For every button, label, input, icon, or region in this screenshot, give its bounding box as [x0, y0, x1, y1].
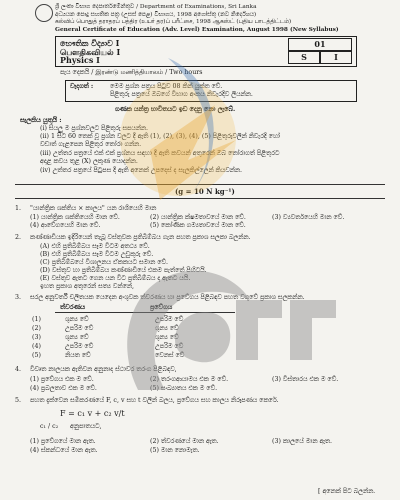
q2-line-d: (D) වස්තුව හා ප්‍රතිබිම්බය කණ්ණාඩියේ එකම පැත්තේ පිහිටයි.: [40, 267, 207, 274]
subject-english: Physics I: [60, 55, 100, 65]
q5-fraction: c₁ / c₂: [40, 423, 59, 430]
q3-number: 3.: [15, 294, 22, 301]
q1-number: 1.: [15, 205, 22, 212]
notice-label: වැදගත් :: [70, 83, 94, 90]
q1-option-4: (4) ආවේගයෙහි මාන වේ.: [30, 222, 101, 229]
gravity-constant: (g = 10 N kg⁻¹): [175, 187, 235, 196]
q3-row-3-a: ශුන්‍ය වේ: [65, 334, 89, 341]
calculator-note: ගණක යන්ත්‍ර භාවිතයට ඉඩ දෙනු නො ලැබේ.: [115, 106, 236, 113]
divider-top: [15, 184, 385, 185]
q2-text: කණ්ණාඩියක ඉදිරියෙන් තැබූ වස්තුවක ප්‍රතිබිම්බය ගැන පහත ප්‍රකාශ සලකා බලන්න.: [30, 234, 251, 241]
q5-option-2: (2) ත්වරණයේ මාන ඇත.: [150, 438, 219, 445]
q1-option-5: (5) කෝණික ගම්‍යතාවයේ මාන වේ.: [150, 222, 246, 229]
q3-row-2-label: (2): [32, 325, 41, 332]
q3-row-4-label: (4): [32, 343, 41, 350]
instructions-title: සැලකිය යුතුයි :: [20, 117, 62, 124]
instruction-iii-cont: අදාළ කවය තුළ (X) ලකුණ යොදන්න.: [40, 158, 138, 165]
q3-text: සරල අනුවර්තී චලිතයක යෙදෙන අංශුවක ත්වරණය හා ප්‍රවේගය පිළිබඳව පහත වගුවේ ප්‍රකාශ සලකන්න.: [30, 294, 305, 301]
instruction-ii-cont: වඩාත් ගැළපෙන පිළිතුර තෝරා ගන්න.: [40, 141, 142, 148]
instruction-i: (i) සියලු ම ප්‍රශ්නවලට පිළිතුරු සපයන්න.: [40, 125, 149, 132]
notice-line-1: මෙම ප්‍රශ්න පත්‍රය පිටුව 08 කින් යුක්ත වේ.: [110, 83, 223, 90]
q4-option-3: (3) විස්තාරය එක ම වේ.: [272, 376, 339, 383]
q5-equation: F = c₁ v + c₂ v/t: [60, 409, 125, 418]
q5-number: 5.: [15, 397, 22, 404]
q3-row-1-label: (1): [32, 316, 41, 323]
q4-option-1: (1) ප්‍රවේගය එක ම වේ.: [30, 376, 94, 383]
subject-tamil: பௌதிகவியல் I: [60, 47, 121, 57]
q4-text: විවෘත නාලයක ඇතිවන අනුනාද ස්ථාවර තරංග පිළිබඳව,: [30, 366, 177, 373]
q3-col-a: ත්වරණය: [60, 304, 86, 311]
q3-row-4-a: උපරිම වේ: [65, 343, 94, 350]
header-line-4: General Certificate of Education (Adv. Level) Examination, August 1998 (New Syllabus): [55, 27, 339, 33]
q3-row-4-b: උපරිම වේ: [155, 343, 184, 350]
q5-option-5: (5) මාන නොමැත.: [150, 447, 200, 454]
notice-line-2: පිළිතුරු පත්‍රයේ ඔබගේ විභාග අංකය නිවැරදිව ලියන්න.: [110, 91, 253, 98]
q3-row-3-b: ශුන්‍ය වේ: [155, 334, 179, 341]
q3-row-5-b: වෙනස් වේ: [155, 352, 185, 359]
q1-option-2: (2) යාන්ත්‍රික ක්ෂමතාවයේ මාන වේ.: [150, 214, 246, 221]
q3-row-1-b: උපරිම වේ: [155, 316, 184, 323]
q3-table-rule: [55, 312, 235, 313]
q1-text: "යාන්ත්‍රික ශක්තිය × කාලය" යන රාශියෙහි මාන: [30, 205, 157, 212]
q3-row-2-b: ශුන්‍ය වේ: [155, 325, 179, 332]
header-line-2: අධ්‍යයන පොදු සහතික පත්‍ර (උසස් පෙළ) විභාගය, 1998 අගෝස්තු (නව නිර්දේශය): [55, 12, 257, 18]
q5-fraction-tail: අනුපාතයට,: [70, 423, 102, 430]
header-line-3: கல்விப் பொதுத் தராதரப் பத்திர (உயர் தர)ப் பரீட்சை, 1998 ஆகஸ்ட் (புதிய பாடத்திட்டம்): [55, 19, 292, 25]
q2-tail: ඉහත ප්‍රකාශ අතුරෙන් සත්‍ය වන්නේ,: [40, 283, 134, 290]
emblem-icon: [35, 4, 53, 22]
q3-row-2-a: උපරිම වේ: [65, 325, 94, 332]
subject-sinhala: භෞතික විද්‍යාව I: [60, 38, 120, 48]
q3-row-5-label: (5): [32, 352, 41, 359]
q5-option-4: (4) ස්කන්ධයේ මාන ඇත.: [30, 447, 98, 454]
paper-cell-i: I: [320, 51, 352, 64]
q2-line-e: (E) වස්තුව ඇතට ගෙන යන විට ප්‍රතිබිම්බය ද ඇතට යයි.: [40, 275, 191, 282]
q1-option-3: (3) ව්‍යවර්තයෙහි මාන වේ.: [272, 214, 345, 221]
header-line-1: ශ්‍රී ලංකා විභාග දෙපාර්තමේන්තුව / Department of Examinations, Sri Lanka: [55, 4, 257, 10]
q4-number: 4.: [15, 366, 22, 373]
turn-over-note: [ අනෙක් පිට බලන්න.: [318, 488, 376, 495]
q5-option-3: (3) කාලයේ මාන ඇත.: [272, 438, 333, 445]
q1-option-1: (1) යාන්ත්‍රික ශක්තියෙහි මාන වේ.: [30, 214, 120, 221]
q3-col-b: ප්‍රවේගය: [150, 304, 173, 311]
q5-text: පහත දැක්වෙන සමීකරණයේ F, c, v සහ t වලින් බලය, ප්‍රවේගය සහ කාලය නිරූපණය කෙරේ.: [30, 397, 279, 404]
q4-option-4: (4) ප්‍රබලතාව එක ම වේ.: [30, 385, 97, 392]
instruction-iii: (iii) උත්තර පත්‍රයේ එක් එක් ප්‍රශ්නය සඳහා දී ඇති කවයන් අතුරෙන් ඔබ තෝරාගත් පිළිතුරට: [40, 150, 280, 157]
time-allowed: පැය දෙකයි / இரண்டு மணித்தியாலம் / Two hours: [60, 69, 203, 76]
q5-option-1: (1) ප්‍රවේගයේ මාන ඇත.: [30, 438, 96, 445]
q3-row-1-a: ශුන්‍ය වේ: [65, 316, 89, 323]
q2-line-c: (C) ප්‍රතිබිම්බයේ විශාලනය ඒකකයට සමාන වේ.: [40, 259, 169, 266]
q3-row-5-a: නියත වේ: [65, 352, 91, 359]
instruction-iv: (iv) උත්තර පත්‍රයේ පිටුපස දී ඇති අනෙක් උපදෙස් ද සැලකිල්ලෙන් කියවන්න.: [40, 167, 242, 174]
q2-number: 2.: [15, 234, 22, 241]
paper-code: 01: [288, 38, 352, 51]
instruction-ii: (ii) 1 සිට 60 තෙක් වූ ප්‍රශ්න වලට දී ඇති (1), (2), (3), (4), (5) පිළිතුරුවලින් නිවැරදි හෝ: [40, 133, 281, 140]
divider-bottom: [15, 198, 385, 199]
q4-option-2: (2) තරංගආයාමය එක ම වේ.: [150, 376, 229, 383]
q2-line-b: (B) එහි ප්‍රතිබිම්බය සෑම විටම උඩුකුරු වේ.: [40, 251, 154, 258]
q2-line-a: (A) එහි ප්‍රතිබිම්බය සෑම විටම අතථ්‍ය වේ.: [40, 243, 150, 250]
paper-cell-s: S: [288, 51, 320, 64]
q3-row-3-label: (3): [32, 334, 41, 341]
q4-option-5: (5) සංඛ්‍යාතය එක ම වේ.: [150, 385, 218, 392]
